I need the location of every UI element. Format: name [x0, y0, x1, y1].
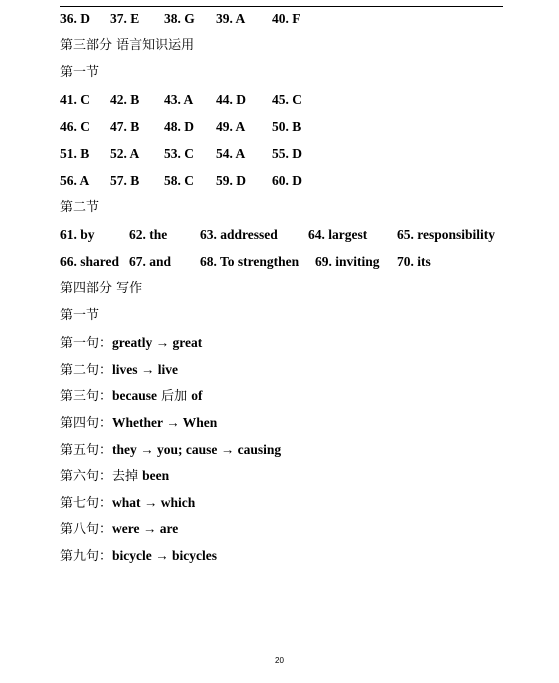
fill-answer: 62. the: [129, 227, 168, 242]
section-heading: 第二节: [60, 200, 100, 215]
answer-item: 58. C: [164, 173, 194, 188]
answer-item: 38. G: [164, 11, 195, 26]
answer-item: 40. F: [272, 11, 301, 26]
answer-item: 56. A: [60, 173, 90, 188]
answer-item: 41. C: [60, 92, 90, 107]
correction-text: lives → live: [112, 362, 179, 377]
fill-answer: 66. shared: [60, 254, 120, 269]
answer-item: 60. D: [272, 173, 302, 188]
section-heading: 第一节: [60, 65, 100, 80]
correction-text: greatly → great: [112, 335, 203, 350]
answer-item: 36. D: [60, 11, 90, 26]
answer-item: 54. A: [216, 146, 246, 161]
section-heading: 第一节: [60, 308, 100, 323]
correction-text: what → which: [112, 495, 196, 510]
answer-item: 55. D: [272, 146, 302, 161]
fill-answer: 64. largest: [308, 227, 368, 242]
answer-item: 57. B: [110, 173, 140, 188]
answer-item: 46. C: [60, 119, 90, 134]
correction-text: because: [112, 388, 158, 403]
answer-item: 52. A: [110, 146, 140, 161]
answer-item: 42. B: [110, 92, 140, 107]
correction-text: were → are: [112, 521, 179, 536]
fill-answer: 70. its: [397, 254, 431, 269]
correction-label: 第一句：: [60, 336, 113, 351]
correction-note: 去掉: [112, 469, 143, 484]
fill-answer: 63. addressed: [200, 227, 278, 242]
correction-text: bicycle → bicycles: [112, 548, 217, 563]
correction-note: 后加: [157, 389, 192, 404]
correction-label: 第九句：: [60, 549, 113, 564]
answer-item: 49. A: [216, 119, 246, 134]
correction-label: 第五句：: [60, 443, 113, 458]
correction-text-suffix: of: [191, 388, 203, 403]
correction-label: 第六句：: [60, 469, 113, 484]
answer-item: 43. A: [164, 92, 194, 107]
correction-text-suffix: been: [142, 468, 170, 483]
answer-item: 50. B: [272, 119, 302, 134]
answer-item: 59. D: [216, 173, 246, 188]
correction-label: 第二句：: [60, 363, 113, 378]
fill-answer: 69. inviting: [315, 254, 380, 269]
answer-item: 37. E: [110, 11, 140, 26]
correction-text: they → you; cause → causing: [112, 442, 282, 457]
part4-heading: 第四部分 写作: [60, 281, 143, 296]
fill-answer: 67. and: [129, 254, 172, 269]
answer-item: 39. A: [216, 11, 246, 26]
correction-label: 第三句：: [60, 389, 113, 404]
answer-item: 48. D: [164, 119, 194, 134]
answer-item: 53. C: [164, 146, 194, 161]
answer-item: 44. D: [216, 92, 246, 107]
fill-answer: 65. responsibility: [397, 227, 496, 242]
answer-item: 51. B: [60, 146, 90, 161]
part3-heading: 第三部分 语言知识运用: [60, 38, 195, 53]
page-number: 20: [275, 656, 284, 665]
correction-label: 第七句：: [60, 496, 113, 511]
answer-item: 47. B: [110, 119, 140, 134]
correction-text: Whether → When: [112, 415, 218, 430]
correction-label: 第四句：: [60, 416, 113, 431]
header-rule: [60, 6, 503, 7]
correction-label: 第八句：: [60, 522, 113, 537]
answer-item: 45. C: [272, 92, 302, 107]
fill-answer: 68. To strengthen: [200, 254, 300, 269]
fill-answer: 61. by: [60, 227, 95, 242]
